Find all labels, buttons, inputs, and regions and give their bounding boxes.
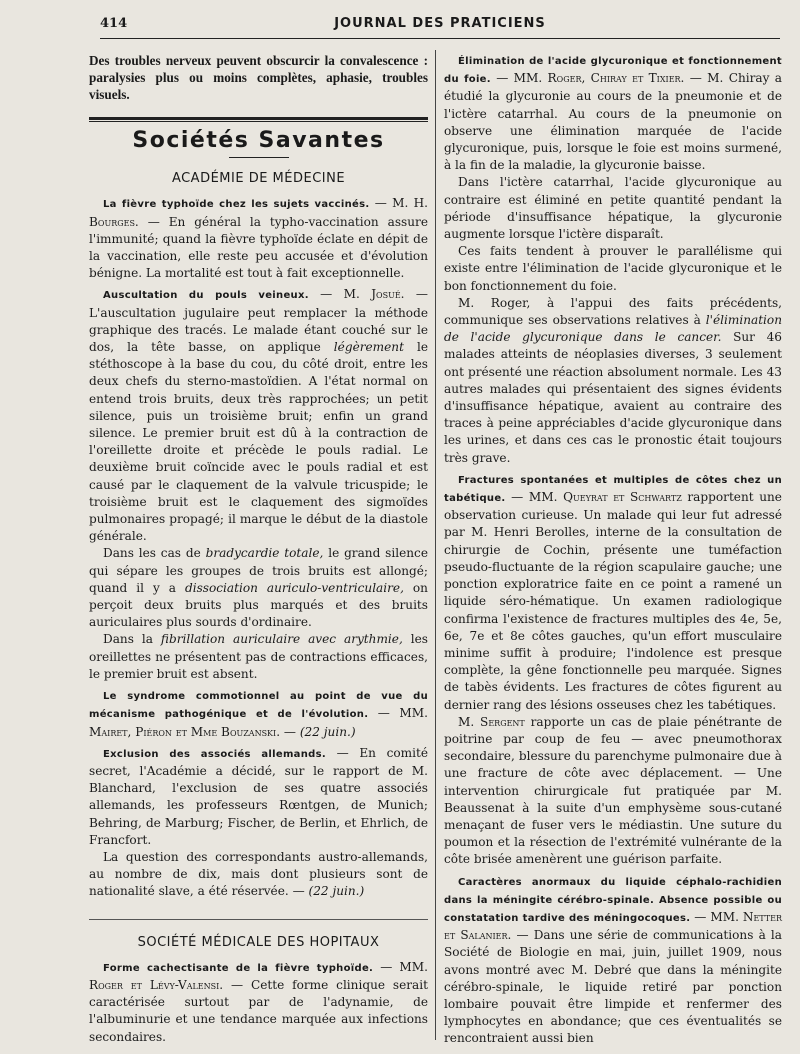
article-authors: MM. Queyrat et Schwartz bbox=[528, 490, 682, 505]
article-acide-glycuronique: Élimination de l'acide glycuronique et fonctionnement du foie. — MM. Roger, Chiray et Tixier. — M. Chiray a étudié la glycuronie au cours de la pneumonie et de l'ictère catarrhal. Au cours de la pneumonie on observe une élimination marquée de l'acide glycuronique, puis, lorsque le foie est moins surmené, à la fin de la maladie, la glycuronie baisse. bbox=[444, 56, 782, 173]
article-authors: MM. Mairet, Piéron et Mme Bouzanski. bbox=[89, 706, 428, 739]
paragraph-plaie-penetrante bbox=[444, 714, 782, 869]
section-rule-thin bbox=[89, 121, 428, 122]
paragraph-fibrillation bbox=[89, 631, 428, 683]
article-exclusion: Exclusion des associés allemands. — En comité secret, l'Académie a décidé, sur le rapport de M. Blanchard, l'exclusion de ses quatre associés allemands, les professeurs Rœntgen, de Munich; Behring, de Marburg; Fischer, de Berlin, et Ehrlich, de Francfort. bbox=[89, 745, 428, 847]
paragraph-ictere: Dans l'ictère catarrhal, l'acide glycuronique au contraire est éliminé en petite quantité pendant la période d'insuffisance hépatique, la glycuronie augmente lorsque l'ictère disparaît. bbox=[444, 175, 782, 242]
article-fractures-spontanees: Fractures spontanées et multiples de côtes chez un tabétique. — MM. Queyrat et Schwartz rapportent une observation curieuse. Un malade qui leur fut adressé par M. Henri Berolles, interne de la consultation de chirurgie de Cochin, présente une tuméfaction pseudo-fluctuante de la région scapulaire gauche; une ponction exploratrice faite en ce point a ramené un liquide séro-hématique. Un examen radiologique confirma l'existence de fractures multiples des 4e, 5e, 6e, 7e et 8e côtes gauches, qu'un effort musculaire minime suffit à produire; l'indolence est presque complète, la gêne fonctionnelle peu marquée. Signes de tabès évidents. Les fractures de côtes figurent au dernier rang des lésions osseuses chez les tabétiques. bbox=[444, 474, 782, 712]
column-divider bbox=[435, 50, 436, 1040]
article-author: M. H. Bourges. bbox=[89, 196, 428, 229]
article-date: (22 juin.) bbox=[299, 724, 356, 739]
emphasis: fibrillation auriculaire avec arythmie, bbox=[160, 632, 403, 647]
text: Dans la bbox=[103, 632, 153, 647]
article-text: le stéthoscope à la base du cou, du côté droit, entre les deux chefs du sterno-mastoïdien. A l'état normal on entend trois bruits, deux très rapprochées; un petit silence, puis un troisième bruit; enfin un grand silence. Le premier bruit est dû à la contraction de l'oreillette droite et précède le pouls radial. Le deuxième bruit coïncide avec le pouls radial et est causé par le claquement de la valvule tricuspide; le troisième bruit est le claquement des sigmoïdes pulmonaires propagé; il marque le début de la diastole générale. bbox=[89, 340, 428, 544]
article-forme-cachectisante: Forme cachectisante de la fièvre typhoïde. — MM. Roger et Lévy-Valensi. — Cette forme clinique serait caractérisée surtout par de l'adynamie, de l'albuminurie et une tendance marquée aux infections secondaires. bbox=[89, 959, 428, 1044]
article-heading: Caractères anormaux du liquide céphalo-rachidien dans la méningite cérébro-spinale. Absence possible ou constatation tardive des méningocoques. bbox=[444, 876, 782, 924]
emphasis: l'élimination de l'acide glycuronique dans le cancer. bbox=[444, 313, 782, 345]
page-number: 414 bbox=[100, 16, 128, 31]
text: on perçoit deux bruits plus marqués et des bruits auriculaires plus sourds d'ordinaire. bbox=[89, 580, 428, 630]
emphasis: bradycardie totale, bbox=[205, 546, 324, 561]
article-text: L'auscultation jugulaire peut remplacer la méthode graphique des tracés. Le malade étant couché sur le dos, la tête basse, on applique bbox=[89, 305, 428, 355]
emphasis: dissociation auriculo-ventriculaire, bbox=[184, 580, 404, 595]
paragraph-cancer bbox=[444, 295, 782, 467]
article-authors: MM. Roger et Lévy-Valensi. bbox=[89, 959, 428, 992]
article-heading: Élimination de l'acide glycuronique et fonctionnement du foie. bbox=[444, 56, 782, 86]
article-date: (22 juin.) bbox=[308, 884, 365, 899]
article-heading: Exclusion des associés allemands. bbox=[103, 748, 326, 760]
societe-title: SOCIÉTÉ MÉDICALE DES HOPITAUX bbox=[89, 919, 428, 951]
article-liquide-cephalo-rachidien: Caractères anormaux du liquide céphalo-rachidien dans la méningite cérébro-spinale. Absence possible ou constatation tardive des méningocoques. — MM. Netter et Salanier. — Dans une série de communications à la Société de Biologie en mai, juin, juillet 1909, nous avons montré avec M. Debré que dans la méningite cérébro-spinale, le liquide retiré par ponction lombaire pouvait être limpide et renfermer des lymphocytes en abondance; que ces éventualités se rencontraient aussi bien bbox=[444, 876, 782, 1046]
text: le grand silence qui sépare les groupes de trois bruits est allongé; quand il y a bbox=[89, 546, 428, 595]
article-heading: Forme cachectisante de la fièvre typhoïde. bbox=[103, 962, 374, 974]
text: Sur 46 malades atteints de néoplasies diverses, 3 seulement ont présenté une réaction absolument normale. Les 43 autres malades qui présentaient des signes évidents d'insuffisance hépatique, avaient au contraire des traces à peine appréciables d'acide glycuronique dans les urines, et dans ces cas le pronostic était toujours très grave. bbox=[444, 330, 782, 465]
article-authors: MM. Roger, Chiray et Tixier. bbox=[513, 71, 685, 86]
article-syndrome-commotionnel: Le syndrome commotionnel au point de vue du mécanisme pathogénique et de l'évolution. — MM. Mairet, Piéron et Mme Bouzanski. — (22 juin.) bbox=[89, 691, 428, 739]
lead-paragraph: Des troubles nerveux peuvent obscurcir la convalescence : paralysies plus ou moins complètes, aphasie, troubles visuels. bbox=[89, 53, 428, 102]
article-typhoide-vaccines: La fièvre typhoïde chez les sujets vaccinés. — M. H. Bourges. — En général la typho-vaccination assure l'immunité; quand la fièvre typhoïde éclate en dépit de la vaccination, elle reste peu accusée et d'évolution bénigne. La mortalité est tout à fait exceptionnelle. bbox=[89, 196, 428, 281]
article-heading: Auscultation du pouls veineux. bbox=[103, 290, 309, 302]
section-rule-thick bbox=[89, 117, 428, 120]
title-underline bbox=[229, 157, 289, 158]
article-text: M. Chiray a étudié la glycuronie au cours de la pneumonie et de l'ictère catarrhal. Au cours de la pneumonie on observe une élimination marquée de l'acide glycuronique, puis, lorsque le foie est moins surmené, à la fin de la maladie, la glycuronie baisse. bbox=[444, 71, 782, 173]
left-column bbox=[89, 52, 428, 1046]
article-auscultation: Auscultation du pouls veineux. — M. Josué. — L'auscultation jugulaire peut remplacer la méthode graphique des tracés. Le malade étant couché sur le dos, la tête basse, on applique légèrement le stéthoscope à la base du cou, du côté droit, entre les deux chefs du sterno-mastoïdien. A l'état normal on entend trois bruits, deux très rapprochées; un petit silence, puis un troisième bruit; enfin un grand silence. Le premier bruit est dû à la contraction de l'oreillette droite et précède le pouls radial. Le deuxième bruit coïncide avec le pouls radial et est causé par le claquement de la valvule tricuspide; le troisième bruit est le claquement des sigmoïdes pulmonaires propagé; il marque le début de la diastole générale. bbox=[89, 287, 428, 544]
page-header bbox=[100, 14, 780, 39]
article-authors: MM. Netter et Salanier. bbox=[444, 909, 782, 943]
right-column bbox=[444, 52, 782, 1048]
paragraph-correspondants: La question des correspondants austro-allemands, au nombre de dix, mais dont plusieurs sont de nationalité slave, a été réservée. — (22 juin.) bbox=[89, 849, 428, 899]
article-author: M. Sergent bbox=[458, 714, 525, 729]
text: La question des correspondants austro-allemands, au nombre de dix, mais dont plusieurs sont de nationalité slave, a été réservée. bbox=[89, 849, 428, 899]
article-text: En comité secret, l'Académie a décidé, sur le rapport de M. Blanchard, l'exclusion de ses quatre associés allemands, les professeurs Rœntgen, de Munich; Behring, de Marburg; Fischer, de Berlin, et Ehrlich, de Francfort. bbox=[89, 745, 428, 847]
article-heading: Le syndrome commotionnel au point de vue du mécanisme pathogénique et de l'évolution. bbox=[89, 691, 428, 721]
text: M. Roger, à l'appui des faits précédents, communique ses observations relatives à bbox=[444, 295, 782, 328]
paragraph-bradycardie bbox=[89, 545, 428, 631]
article-heading: Fractures spontanées et multiples de côtes chez un tabétique. bbox=[444, 474, 782, 505]
journal-title: JOURNAL DES PRATICIENS bbox=[334, 16, 546, 31]
article-text: Dans une série de communications à la Société de Biologie en mai, juin, juillet 1909, nous avons montré avec M. Debré que dans la méningite cérébro-spinale, le liquide retiré par ponction lombaire pouvait être limpide et renfermer des lymphocytes en abondance; que ces éventualités se rencontraient aussi bien bbox=[444, 928, 782, 1046]
article-heading: La fièvre typhoïde chez les sujets vaccinés. bbox=[103, 199, 370, 211]
article-text: Cette forme clinique serait caractérisée surtout par de l'adynamie, de l'albuminurie et une tendance marquée aux infections secondaires. bbox=[89, 977, 428, 1044]
article-text: rapportent une observation curieuse. Un malade qui leur fut adressé par M. Henri Berolles, interne de la consultation de chirurgie de Cochin, présente une tuméfaction pseudo-fluctuante de la région scapulaire gauche; une ponction exploratrice faite en ce point a ramené un liquide séro-hématique. Un examen radiologique confirma l'existence de fractures multiples des 4e, 5e, 6e, 7e et 8e côtes gauches, qu'un effort musculaire minime suffit à produire; l'indolence est presque complète, la gêne fonctionnelle peu marquée. Signes de tabès évidents. Les fractures de côtes figurent au dernier rang des lésions osseuses chez les tabétiques. bbox=[444, 490, 782, 712]
article-text: En général la typho-vaccination assure l'immunité; quand la fièvre typhoïde éclate en dépit de la vaccination, elle reste peu accusée et d'évolution bénigne. La mortalité est tout à fait exceptionnelle. bbox=[89, 214, 428, 281]
article-author: M. Josué. bbox=[343, 287, 405, 302]
text: les oreillettes ne présentent pas de contractions efficaces, le premier bruit est absent. bbox=[89, 632, 428, 681]
section-title: Sociétés Savantes bbox=[132, 128, 385, 153]
text: rapporte un cas de plaie pénétrante de poitrine par coup de feu — avec pneumothorax secondaire, blessure du parenchyme pulmonaire due à une fracture de côte avec déplacement. — Une intervention chirurgicale fut pratiquée par M. Beaussenat à la suite d'un emphysème sous-cutané menaçant de fuser vers le médiastin. Une suture du poumon et la résection de l'extrémité vulnérante de la côte brisée amenèrent une guérison parfaite. bbox=[444, 714, 782, 867]
emphasis: légèrement bbox=[333, 340, 404, 355]
academie-title: ACADÉMIE DE MÉDECINE bbox=[171, 171, 346, 187]
text: Dans les cas de bbox=[103, 546, 201, 561]
paragraph-parallelisme: Ces faits tendent à prouver le parallélisme qui existe entre l'élimination de l'acide glycuronique et le bon fonctionnement du foie. bbox=[444, 244, 782, 293]
